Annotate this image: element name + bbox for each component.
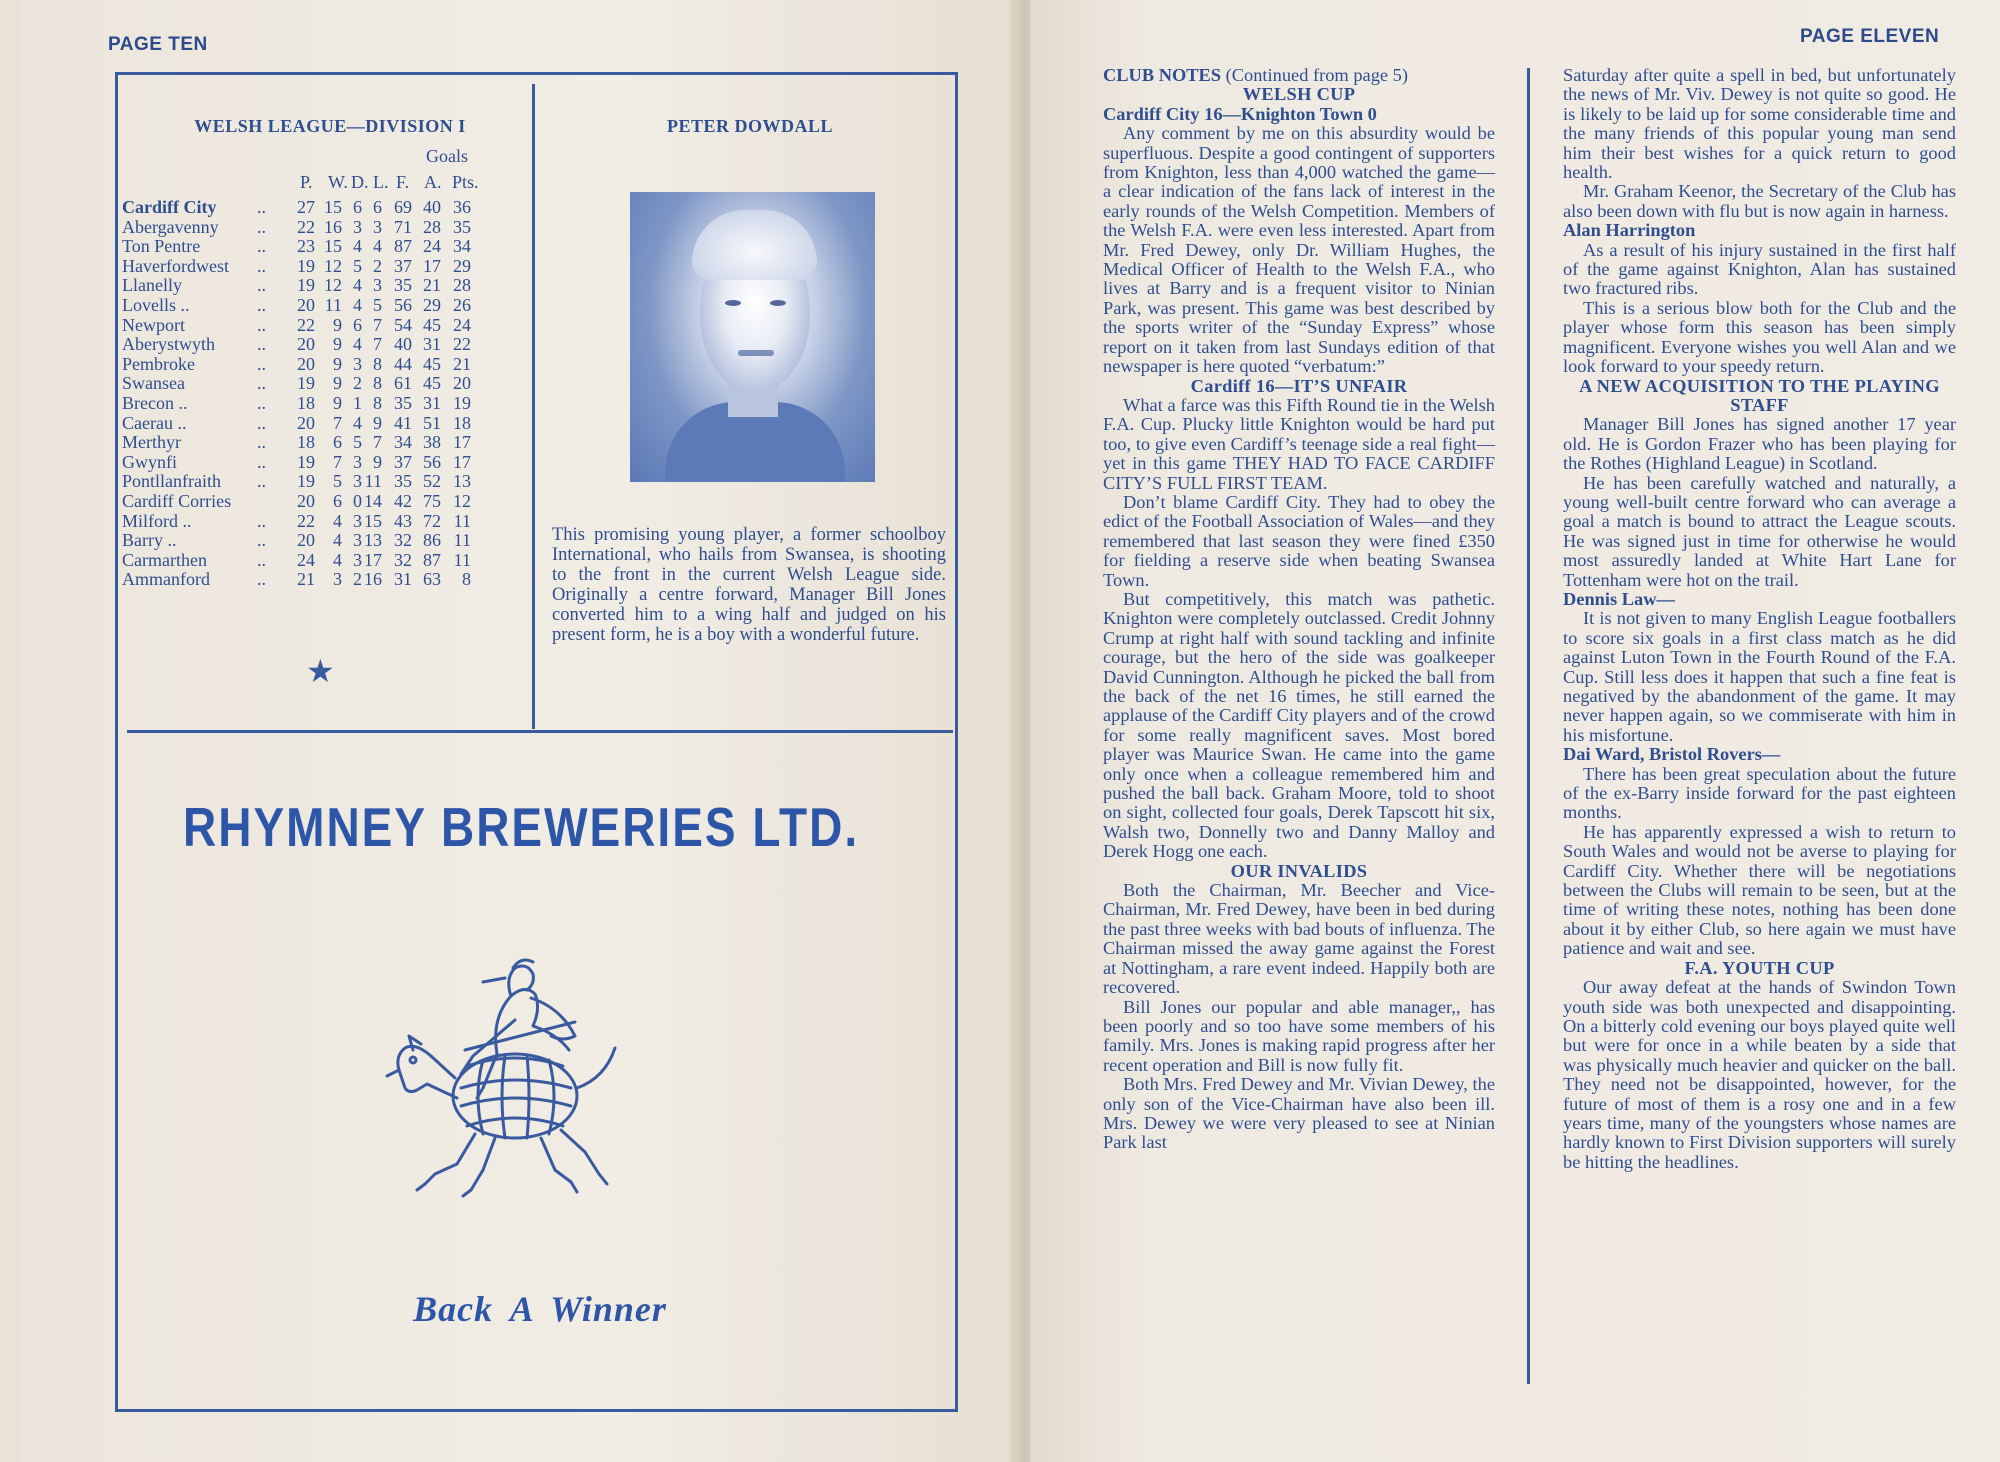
header-drawn: D. — [351, 172, 369, 192]
lost-cell: 8 — [373, 373, 382, 394]
won-cell: 11 — [324, 294, 342, 315]
played-cell: 19 — [297, 451, 315, 472]
team-name: Ton Pentre — [122, 236, 201, 257]
won-cell: 4 — [333, 549, 342, 570]
leader-dots: .. — [257, 392, 266, 413]
leader-dots: .. — [257, 549, 266, 570]
drawn-cell: 4 — [353, 412, 362, 433]
goals-for-cell: 41 — [394, 412, 412, 433]
table-row — [122, 374, 471, 394]
leader-dots: .. — [257, 510, 266, 531]
drawn-cell: 4 — [353, 294, 362, 315]
played-cell: 20 — [297, 353, 315, 374]
drawn-cell: 4 — [353, 275, 362, 296]
club-notes-column-2 — [1563, 66, 1956, 1172]
team-name: Carmarthen — [122, 549, 207, 570]
leader-dots: .. — [257, 412, 266, 433]
lost-cell: 3 — [373, 216, 382, 237]
lost-cell: 11 — [364, 471, 382, 492]
leader-dots: .. — [257, 334, 266, 355]
lost-cell: 9 — [373, 451, 382, 472]
goals-against-cell: 38 — [423, 432, 441, 453]
league-table-body — [122, 198, 471, 590]
player-bio: This promising young player, a former schoolboy International, who hails from Swansea, is shooting to the front in the current Welsh League side. Originally a centre forward, Manager Bill Jones converted him to a wing half and judged on his present form, he is a boy with a wonderful future. — [552, 525, 946, 645]
paragraph: Our away defeat at the hands of Swindon Town youth side was both unexpected and disappointing. On a bitterly cold evening our boys played quite well but were for once in a while beaten by a side that was physically much heavier and quicker on the ball. They need not be disappointed, however, for the future of most of them is a rosy one and in a few years time, many of the youngsters whose names are hardly known to First Division supporters will surely be hitting the headlines. — [1563, 977, 1956, 1172]
team-name: Llanelly — [122, 275, 182, 296]
paragraph: Bill Jones our popular and able manager,, has been poorly and so too have some members of his family. Mrs. Jones is making rapid progress after her recent operation and Bill is now fully fit. — [1103, 996, 1495, 1075]
section-heading: OUR INVALIDS — [1230, 860, 1368, 881]
won-cell: 9 — [333, 373, 342, 394]
sub-heading: Cardiff City 16—Knighton Town 0 — [1103, 103, 1377, 124]
sub-heading: Alan Harrington — [1563, 220, 1696, 241]
goals-against-cell: 51 — [423, 412, 441, 433]
won-cell: 7 — [333, 412, 342, 433]
header-lost: L. — [373, 172, 389, 192]
team-name: Cardiff City — [122, 197, 217, 217]
team-name: Merthyr — [122, 432, 181, 453]
player-photo — [630, 192, 875, 482]
drawn-cell: 3 — [353, 451, 362, 472]
goals-for-cell: 43 — [394, 510, 412, 531]
lost-cell: 9 — [373, 412, 382, 433]
team-name: Barry .. — [122, 530, 177, 551]
header-won: W. — [328, 172, 348, 192]
lost-cell: 7 — [373, 432, 382, 453]
team-name: Pontllanfraith — [122, 471, 221, 492]
won-cell: 4 — [333, 510, 342, 531]
goals-against-cell: 31 — [423, 334, 441, 355]
played-cell: 22 — [297, 216, 315, 237]
section-heading: WELSH CUP — [1242, 84, 1356, 105]
goals-for-cell: 35 — [394, 392, 412, 413]
club-notes-headline: CLUB NOTES (Continued from page 5) — [1103, 65, 1408, 85]
won-cell: 15 — [324, 197, 342, 217]
played-cell: 20 — [297, 412, 315, 433]
won-cell: 9 — [333, 392, 342, 413]
paragraph: Any comment by me on this absurdity would be superfluous. Despite a good contingent of supporters from Knighton, less than 4,000 watched the game—a clear indication of the fans lack of interest in the early rounds of the Welsh Competition. Members of the Welsh F.A. were even less interested. Apart from Mr. Fred Dewey, only Dr. William Hughes, the Medical Officer of Health to the Welsh F.A., who lives at Barry and is a frequent visitor to Ninian Park, was present. This game was best described by the sports writer of the “Sunday Express” whose report on it taken from last Sundays edition of that newspaper is here quoted “verbatum:” — [1103, 123, 1495, 377]
paragraph: Don’t blame Cardiff City. They had to obey the edict of the Football Association of Wales—and they remembered that last season they were fined £350 for fielding a reserve side when beating Swansea Town. — [1103, 491, 1495, 590]
paragraph: Both Mrs. Fred Dewey and Mr. Vivian Dewey, the only son of the Vice-Chairman have also been ill. Mrs. Dewey we were very pleased to see at Ninian Park last — [1103, 1074, 1495, 1153]
goals-against-cell: 87 — [423, 549, 441, 570]
player-name: PETER DOWDALL — [666, 116, 834, 136]
leader-dots: .. — [257, 471, 266, 492]
lost-cell: 6 — [373, 197, 382, 217]
team-name: Lovells .. — [122, 294, 190, 315]
table-row — [122, 472, 471, 492]
table-row — [122, 394, 471, 414]
played-cell: 21 — [297, 569, 315, 590]
star-icon: ★ — [306, 653, 335, 689]
goals-for-cell: 37 — [394, 255, 412, 276]
paragraph: Mr. Graham Keenor, the Secretary of the Club has also been down with flu but is now again in harness. — [1563, 181, 1956, 221]
table-row — [122, 198, 471, 218]
points-cell: 8 — [462, 569, 471, 590]
goals-against-cell: 56 — [423, 451, 441, 472]
leader-dots — [257, 492, 287, 512]
table-row — [122, 355, 471, 375]
team-name: Aberystwyth — [122, 334, 215, 355]
goals-against-cell: 29 — [423, 294, 441, 315]
goals-for-cell: 44 — [394, 353, 412, 374]
points-cell: 17 — [453, 451, 471, 472]
team-name: Swansea — [122, 373, 185, 394]
points-cell: 29 — [453, 255, 471, 276]
drawn-cell: 2 — [353, 373, 362, 394]
goals-against-cell: 45 — [423, 373, 441, 394]
won-cell: 16 — [324, 216, 342, 237]
paragraph: There has been great speculation about the future of the ex-Barry inside forward for the past eighteen months. — [1563, 763, 1956, 823]
lost-cell: 7 — [373, 314, 382, 335]
leader-dots: .. — [257, 255, 266, 276]
paragraph: It is not given to many English League footballers to score six goals in a first class match as he did against Luton Town in the Fourth Round of the F.A. Cup. Still less does it happen that such a fine feat is negatived by the abandonment of the game. It may never happen again, so we commiserate with him in his misfortune. — [1563, 608, 1956, 745]
leader-dots: .. — [257, 275, 266, 296]
lost-cell: 4 — [373, 236, 382, 257]
won-cell: 9 — [333, 334, 342, 355]
points-cell: 34 — [453, 236, 471, 257]
team-name: Milford .. — [122, 510, 192, 531]
team-name: Haverfordwest — [122, 255, 229, 276]
played-cell: 24 — [297, 549, 315, 570]
goals-against-cell: 63 — [423, 569, 441, 590]
won-cell: 12 — [324, 275, 342, 296]
goals-against-cell: 52 — [423, 471, 441, 492]
goals-against-cell: 31 — [423, 392, 441, 413]
league-table — [122, 198, 471, 590]
advert-divider — [127, 730, 953, 733]
played-cell: 23 — [297, 236, 315, 257]
goals-against-cell: 45 — [423, 314, 441, 335]
points-cell: 21 — [453, 353, 471, 374]
sub-heading: Dai Ward, Bristol Rovers— — [1563, 744, 1781, 765]
club-notes-column-1 — [1103, 66, 1495, 1153]
points-cell: 11 — [453, 549, 471, 570]
goals-for-cell: 37 — [394, 451, 412, 472]
won-cell: 12 — [324, 255, 342, 276]
section-heading: A NEW ACQUISITION TO THE PLAYING STAFF — [1579, 375, 1940, 415]
played-cell: 22 — [297, 510, 315, 531]
drawn-cell: 5 — [353, 255, 362, 276]
won-cell: 7 — [333, 451, 342, 472]
table-row — [122, 570, 471, 590]
table-row — [122, 296, 471, 316]
drawn-cell: 2 — [353, 569, 362, 590]
jockey-on-barrel-logo — [365, 938, 635, 1208]
drawn-cell: 3 — [353, 530, 362, 551]
goals-for-cell: 32 — [394, 530, 412, 551]
goals-against-cell: 21 — [423, 275, 441, 296]
goals-against-cell: 75 — [423, 490, 441, 511]
goals-against-cell: 24 — [423, 236, 441, 257]
leader-dots: .. — [257, 451, 266, 472]
points-cell: 12 — [453, 490, 471, 511]
advert-company-name: RHYMNEY BREWERIES LTD. — [183, 796, 860, 858]
leader-dots: .. — [257, 236, 266, 257]
goals-for-cell: 69 — [394, 197, 412, 217]
paragraph: Both the Chairman, Mr. Beecher and Vice-Chairman, Mr. Fred Dewey, have been in bed during the past three weeks with bad bouts of influenza. The Chairman missed the away game against the Forest at Nottingham, a rare event indeed. Happily both are recovered. — [1103, 880, 1495, 998]
won-cell: 3 — [333, 569, 342, 590]
goals-for-cell: 54 — [394, 314, 412, 335]
page-number-left: PAGE TEN — [108, 34, 208, 55]
drawn-cell: 4 — [353, 334, 362, 355]
table-row — [122, 276, 471, 296]
paragraph: What a farce was this Fifth Round tie in the Welsh F.A. Cup. Plucky little Knighton would be hard put too, to give even Cardiff’s teenage side a real fight—yet in this game THEY HAD TO FACE CARDIFF CITY’S FULL FIRST TEAM. — [1103, 394, 1495, 493]
goals-against-cell: 40 — [423, 197, 441, 217]
lost-cell: 14 — [364, 490, 382, 511]
table-row — [122, 257, 471, 277]
paragraph: He has apparently expressed a wish to return to South Wales and would not be averse to playing for Cardiff City. Whether there will be negotiations between the Clubs will remain to be seen, but at the time of writing these notes, nothing has been done about it by either Club, so here again we must have patience and wait and see. — [1563, 821, 1956, 959]
drawn-cell: 4 — [353, 236, 362, 257]
lost-cell: 13 — [364, 530, 382, 551]
leader-dots: .. — [257, 216, 266, 237]
table-row — [122, 531, 471, 551]
goals-for-cell: 56 — [394, 294, 412, 315]
paragraph: This is a serious blow both for the Club and the player whose form this season has been simply magnificent. Everyone wishes you well Alan and we look forward to your speedy return. — [1563, 297, 1956, 377]
won-cell: 4 — [333, 530, 342, 551]
won-cell: 6 — [333, 432, 342, 453]
leader-dots: .. — [257, 373, 266, 394]
lost-cell: 7 — [373, 334, 382, 355]
points-cell: 20 — [453, 373, 471, 394]
points-cell: 18 — [453, 412, 471, 433]
drawn-cell: 1 — [353, 392, 362, 413]
played-cell: 19 — [297, 255, 315, 276]
played-cell: 18 — [297, 432, 315, 453]
leader-dots: .. — [257, 432, 266, 453]
points-cell: 22 — [453, 334, 471, 355]
table-row — [122, 433, 471, 453]
goals-for-cell: 35 — [394, 471, 412, 492]
table-row — [122, 237, 471, 257]
team-name: Newport — [122, 314, 185, 335]
page-number-right: PAGE ELEVEN — [1800, 26, 1940, 47]
played-cell: 20 — [297, 530, 315, 551]
points-cell: 11 — [453, 530, 471, 551]
sub-heading: Dennis Law— — [1563, 588, 1675, 609]
points-cell: 28 — [453, 275, 471, 296]
team-name: Brecon .. — [122, 392, 188, 413]
points-cell: 36 — [453, 197, 471, 217]
points-cell: 24 — [453, 314, 471, 335]
paragraph: But competitively, this match was pathetic. Knighton were completely outclassed. Credit Johnny Crump at right half with sound tackling and infinite courage, but the hero of the side was goalkeeper David Cunnington. Although he picked the ball from the back of the net 16 times, he still earned the applause of the Cardiff City players and of the crowd for some really magnificent saves. Most bored player was Maurice Swan. He came into the game only once when a colleague remembered him and pushed the ball back. Graham Moore, told to shoot on sight, collected four goals, Derek Tapscott hit six, Walsh two, Donnelly two and Danny Malloy and Derek Hogg one each. — [1103, 588, 1495, 862]
played-cell: 19 — [297, 373, 315, 394]
goals-for-cell: 40 — [394, 334, 412, 355]
leader-dots: .. — [257, 314, 266, 335]
leader-dots: .. — [257, 197, 266, 217]
paragraph: He has been carefully watched and naturally, a young well-built centre forward who can average a goal a match is bound to attract the League scouts. He was signed just in time for otherwise he would most assuredly landed at White Hart Lane for Tottenham were hot on the trail. — [1563, 472, 1956, 590]
table-row — [122, 512, 471, 532]
header-against: A. — [424, 172, 442, 192]
goals-for-cell: 61 — [394, 373, 412, 394]
won-cell: 9 — [333, 353, 342, 374]
goals-for-cell: 87 — [394, 236, 412, 257]
lost-cell: 5 — [373, 294, 382, 315]
goals-for-cell: 32 — [394, 549, 412, 570]
played-cell: 20 — [297, 490, 315, 511]
lost-cell: 17 — [364, 549, 382, 570]
points-cell: 19 — [453, 392, 471, 413]
played-cell: 27 — [297, 197, 315, 217]
goals-for-cell: 34 — [394, 432, 412, 453]
played-cell: 20 — [297, 334, 315, 355]
lost-cell: 2 — [373, 255, 382, 276]
played-cell: 22 — [297, 314, 315, 335]
table-row — [122, 414, 471, 434]
team-name: Caerau .. — [122, 412, 187, 433]
points-cell: 26 — [453, 294, 471, 315]
header-played: P. — [300, 172, 313, 192]
won-cell: 5 — [333, 471, 342, 492]
leader-dots: .. — [257, 294, 266, 315]
header-points: Pts. — [452, 172, 479, 192]
drawn-cell: 0 — [353, 490, 362, 511]
drawn-cell: 5 — [353, 432, 362, 453]
points-cell: 11 — [453, 510, 471, 531]
section-heading: Cardiff 16—IT’S UNFAIR — [1190, 375, 1408, 396]
played-cell: 20 — [297, 294, 315, 315]
goals-for-cell: 42 — [394, 490, 412, 511]
drawn-cell: 3 — [353, 216, 362, 237]
goals-against-cell: 86 — [423, 530, 441, 551]
advert-slogan: Back A Winner — [413, 1289, 667, 1329]
leader-dots: .. — [257, 569, 266, 590]
table-row — [122, 218, 471, 238]
lost-cell: 8 — [373, 353, 382, 374]
table-row — [122, 492, 471, 512]
lost-cell: 8 — [373, 392, 382, 413]
column-rule — [1527, 68, 1530, 1384]
team-name: Abergavenny — [122, 216, 219, 237]
goals-against-cell: 45 — [423, 353, 441, 374]
goals-for-cell: 31 — [394, 569, 412, 590]
goals-against-cell: 28 — [423, 216, 441, 237]
won-cell: 6 — [333, 490, 342, 511]
goals-against-cell: 72 — [423, 510, 441, 531]
played-cell: 18 — [297, 392, 315, 413]
paragraph: Saturday after quite a spell in bed, but unfortunately the news of Mr. Viv. Dewey is not quite so good. He is likely to be laid up for some considerable time and the many friends of this popular young man send him their best wishes for a quick return to good health. — [1563, 65, 1956, 183]
drawn-cell: 3 — [353, 549, 362, 570]
lost-cell: 3 — [373, 275, 382, 296]
played-cell: 19 — [297, 471, 315, 492]
goals-for-cell: 35 — [394, 275, 412, 296]
lost-cell: 15 — [364, 510, 382, 531]
table-row — [122, 551, 471, 571]
drawn-cell: 6 — [353, 314, 362, 335]
header-for: F. — [396, 172, 410, 192]
league-title: WELSH LEAGUE—DIVISION I — [194, 116, 466, 136]
team-name: Ammanford — [122, 569, 210, 590]
played-cell: 19 — [297, 275, 315, 296]
lost-cell: 16 — [364, 569, 382, 590]
team-name: Pembroke — [122, 353, 195, 374]
goals-for-cell: 71 — [394, 216, 412, 237]
table-row — [122, 335, 471, 355]
drawn-cell: 3 — [353, 510, 362, 531]
section-heading: F.A. YOUTH CUP — [1684, 957, 1835, 978]
team-name: Gwynfi — [122, 451, 177, 472]
team-name: Cardiff Corries — [122, 490, 232, 511]
column-divider — [532, 84, 535, 729]
leader-dots: .. — [257, 530, 266, 551]
goals-label: Goals — [426, 146, 468, 166]
drawn-cell: 3 — [353, 353, 362, 374]
points-cell: 13 — [453, 471, 471, 492]
paragraph: As a result of his injury sustained in the first half of the game against Knighton, Alan has sustained two fractured ribs. — [1563, 239, 1956, 299]
goals-against-cell: 17 — [423, 255, 441, 276]
table-row — [122, 453, 471, 473]
won-cell: 9 — [333, 314, 342, 335]
leader-dots: .. — [257, 353, 266, 374]
won-cell: 15 — [324, 236, 342, 257]
table-row — [122, 316, 471, 336]
drawn-cell: 3 — [353, 471, 362, 492]
paragraph: Manager Bill Jones has signed another 17 year old. He is Gordon Frazer who has been playing for the Rothes (Highland League) in Scotland. — [1563, 414, 1956, 474]
points-cell: 17 — [453, 432, 471, 453]
drawn-cell: 6 — [353, 197, 362, 217]
points-cell: 35 — [453, 216, 471, 237]
